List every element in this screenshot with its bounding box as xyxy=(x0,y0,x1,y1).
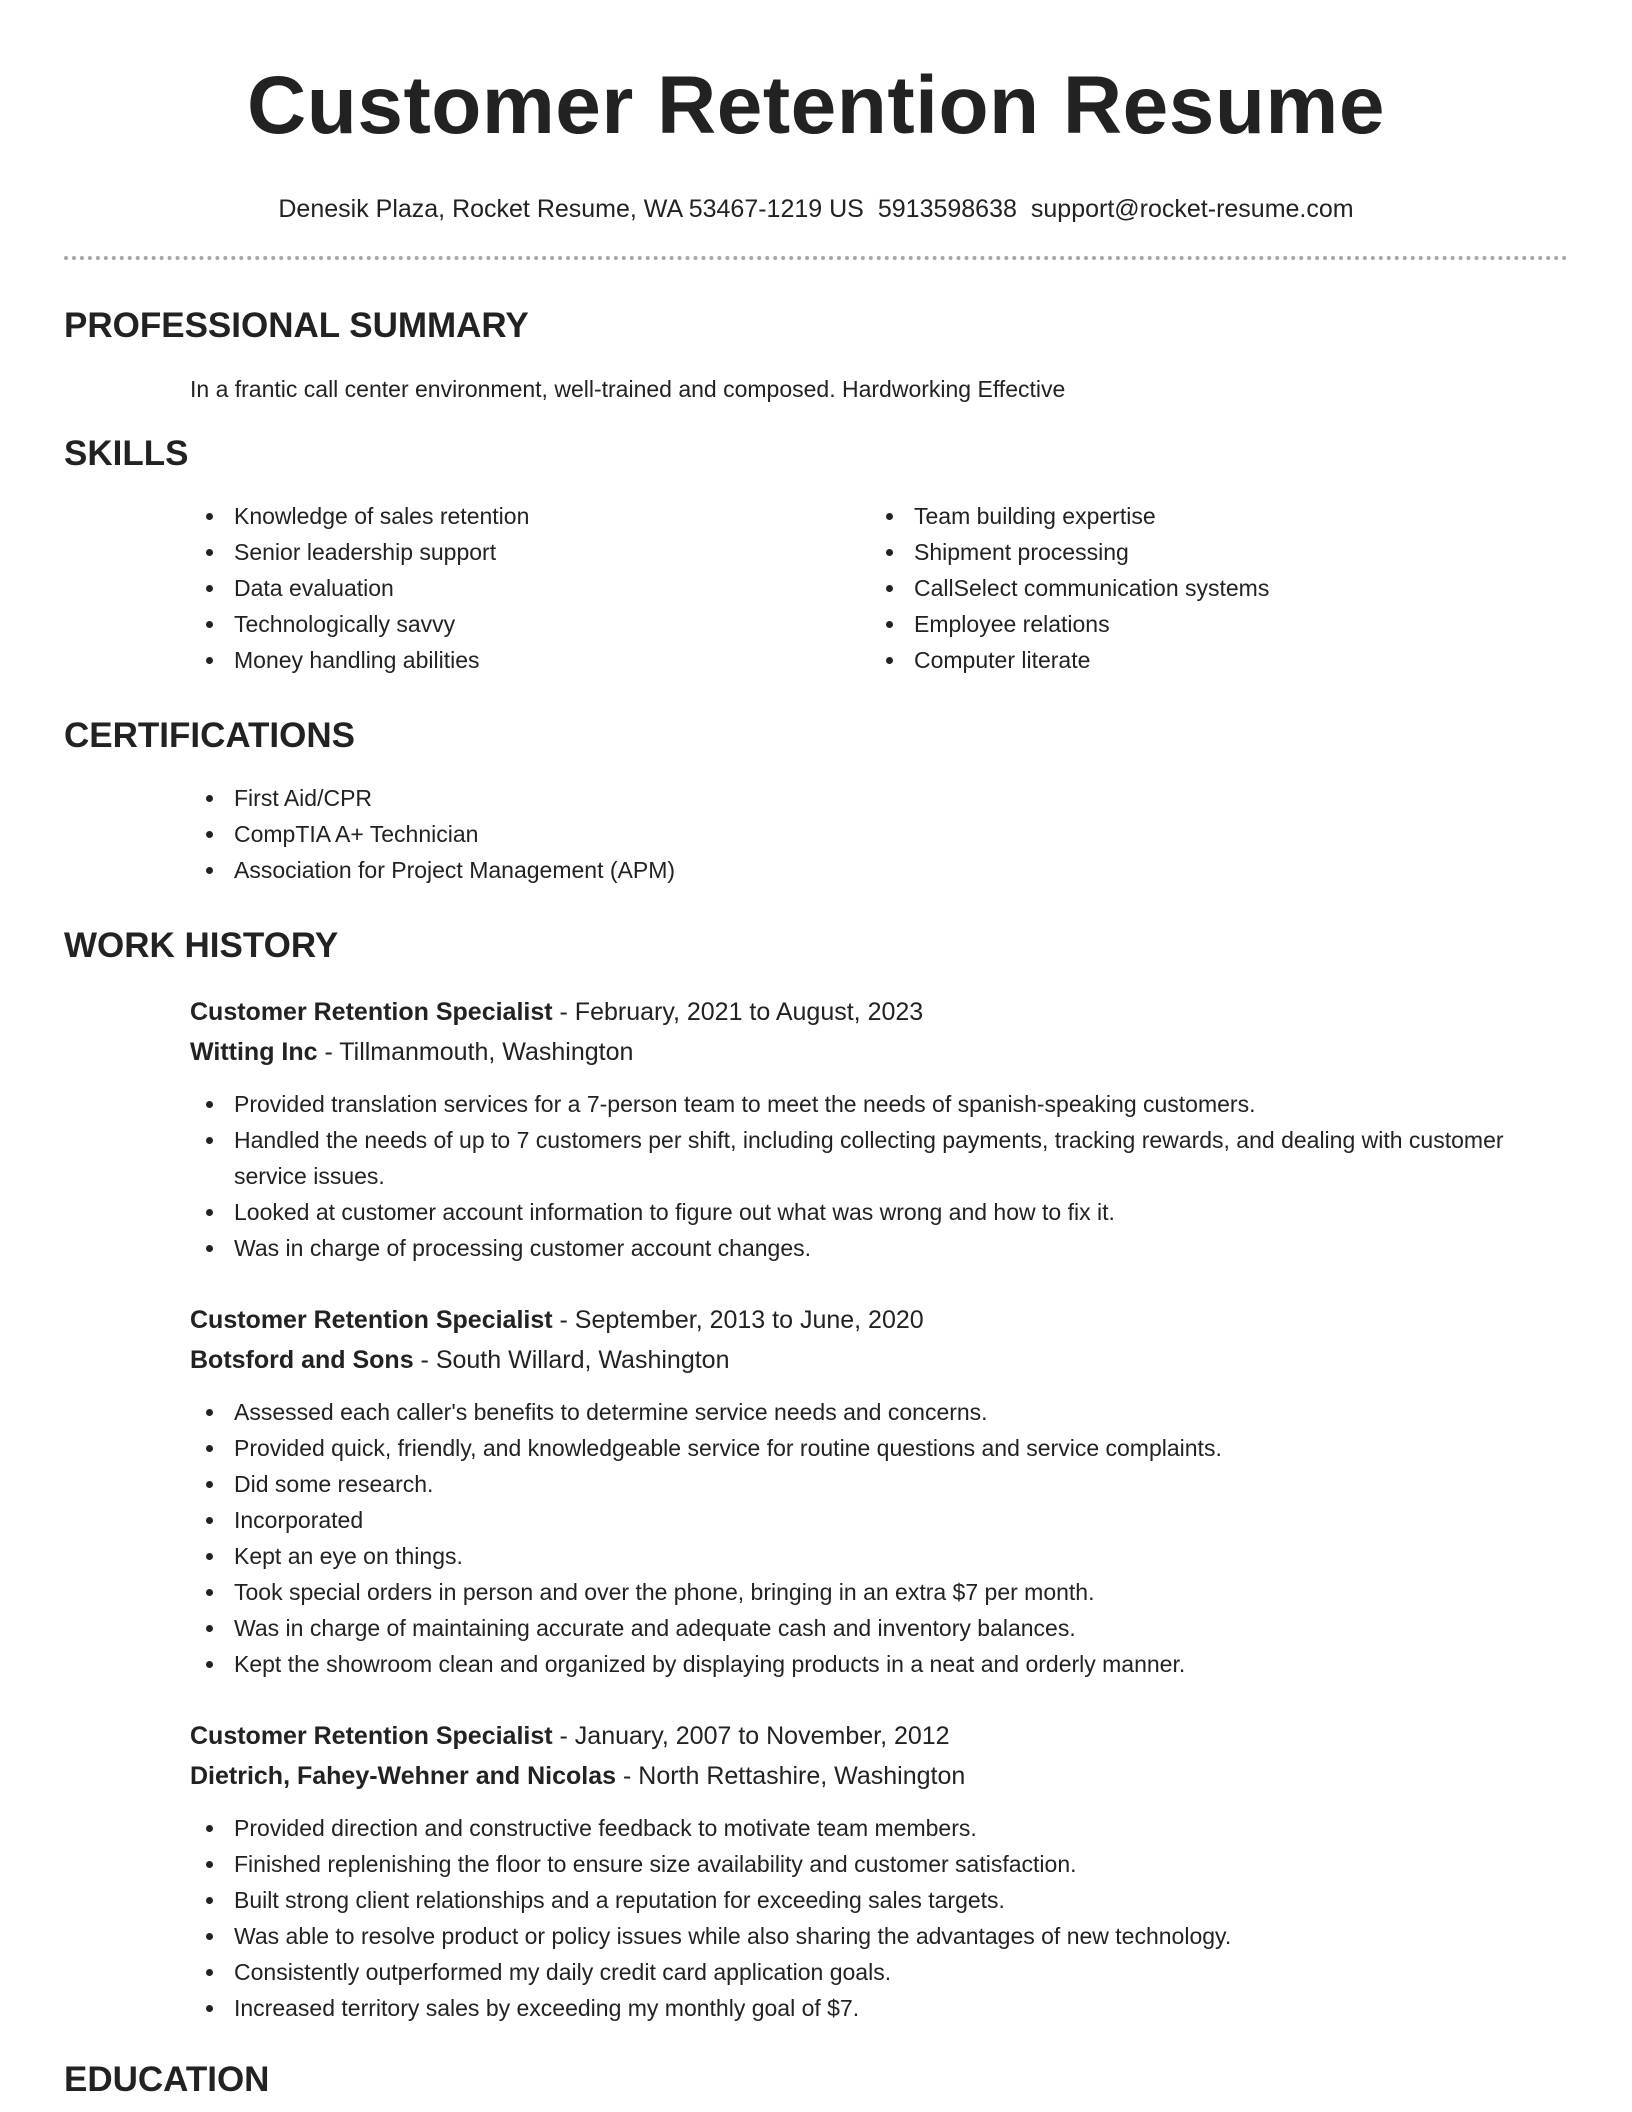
job-bullet: Finished replenishing the floor to ensure size availability and customer satisfaction. xyxy=(190,1846,1568,1882)
job-bullet: Kept the showroom clean and organized by displaying products in a neat and orderly manner. xyxy=(190,1646,1568,1682)
resume-page xyxy=(64,0,1568,2100)
job-entry xyxy=(190,992,1568,1266)
job-bullet: Took special orders in person and over the phone, bringing in an extra $7 per month. xyxy=(190,1574,1568,1610)
skill-item: Technologically savvy xyxy=(190,606,870,642)
job-entry xyxy=(190,1716,1568,2026)
skill-item: Team building expertise xyxy=(870,498,1550,534)
job-company: Dietrich, Fahey-Wehner and Nicolas xyxy=(190,1762,617,1790)
job-bullet: Assessed each caller's benefits to determine service needs and concerns. xyxy=(190,1394,1568,1430)
job-bullet: Provided quick, friendly, and knowledgeable service for routine questions and service complaints. xyxy=(190,1430,1568,1466)
certification-item: First Aid/CPR xyxy=(190,780,1568,816)
skill-item: Money handling abilities xyxy=(190,642,870,678)
skill-item: Senior leadership support xyxy=(190,534,870,570)
skills-column-right xyxy=(870,498,1550,678)
skill-item: Employee relations xyxy=(870,606,1550,642)
section-title-work-history: WORK HISTORY xyxy=(64,926,339,965)
job-bullet: Was able to resolve product or policy issues while also sharing the advantages of new technology. xyxy=(190,1918,1568,1954)
job-company: Witting Inc xyxy=(190,1038,318,1066)
job-bullet: Built strong client relationships and a reputation for exceeding sales targets. xyxy=(190,1882,1568,1918)
job-bullet: Kept an eye on things. xyxy=(190,1538,1568,1574)
job-bullets xyxy=(190,1810,1568,2026)
job-company-line xyxy=(190,1756,1568,1796)
job-bullet: Was in charge of processing customer account changes. xyxy=(190,1230,1568,1266)
job-bullets xyxy=(190,1394,1568,1682)
skills-column-left xyxy=(190,498,870,678)
job-bullets xyxy=(190,1086,1568,1266)
summary-text: In a frantic call center environment, well-trained and composed. Hardworking Effective xyxy=(190,376,1066,402)
job-role: Customer Retention Specialist xyxy=(190,998,553,1026)
skill-item: Data evaluation xyxy=(190,570,870,606)
contact-line xyxy=(64,194,1568,224)
skills-list xyxy=(190,498,1568,678)
section-title-skills: SKILLS xyxy=(64,434,189,473)
skill-item: Computer literate xyxy=(870,642,1550,678)
job-company-line xyxy=(190,1340,1568,1380)
section-title-certifications: CERTIFICATIONS xyxy=(64,716,356,755)
skill-item: CallSelect communication systems xyxy=(870,570,1550,606)
job-bullet: Looked at customer account information to figure out what was wrong and how to fix it. xyxy=(190,1194,1568,1230)
job-dates: - September, 2013 to June, 2020 xyxy=(552,1306,924,1334)
job-company: Botsford and Sons xyxy=(190,1346,414,1374)
job-bullet: Was in charge of maintaining accurate and adequate cash and inventory balances. xyxy=(190,1610,1568,1646)
job-dates: - January, 2007 to November, 2012 xyxy=(552,1722,950,1750)
job-entry xyxy=(190,1300,1568,1682)
job-bullet: Provided translation services for a 7-person team to meet the needs of spanish-speaking customers. xyxy=(190,1086,1568,1122)
skill-item: Knowledge of sales retention xyxy=(190,498,870,534)
job-company-line xyxy=(190,1032,1568,1072)
header-divider xyxy=(64,256,1568,260)
job-location: - North Rettashire, Washington xyxy=(616,1762,966,1790)
job-location: - South Willard, Washington xyxy=(413,1346,730,1374)
section-title-summary: PROFESSIONAL SUMMARY xyxy=(64,306,529,345)
job-bullet: Consistently outperformed my daily credit card application goals. xyxy=(190,1954,1568,1990)
job-bullet: Incorporated xyxy=(190,1502,1568,1538)
job-dates: - February, 2021 to August, 2023 xyxy=(552,998,924,1026)
job-role-line xyxy=(190,1300,1568,1340)
job-role-line xyxy=(190,1716,1568,1756)
skill-item: Shipment processing xyxy=(870,534,1550,570)
job-role: Customer Retention Specialist xyxy=(190,1722,553,1750)
section-title-education: EDUCATION xyxy=(64,2060,270,2099)
job-role: Customer Retention Specialist xyxy=(190,1306,553,1334)
certification-item: Association for Project Management (APM) xyxy=(190,852,1568,888)
contact-address: Denesik Plaza, Rocket Resume, WA 53467-1219 US xyxy=(278,195,864,223)
certifications-list xyxy=(190,780,1568,888)
job-bullet: Handled the needs of up to 7 customers per shift, including collecting payments, tracking rewards, and dealing with customer service issues. xyxy=(190,1122,1568,1194)
certification-item: CompTIA A+ Technician xyxy=(190,816,1568,852)
job-bullet: Increased territory sales by exceeding my monthly goal of $7. xyxy=(190,1990,1568,2026)
job-location: - Tillmanmouth, Washington xyxy=(317,1038,634,1066)
resume-title: Customer Retention Resume xyxy=(247,60,1385,151)
job-role-line xyxy=(190,992,1568,1032)
job-bullet: Provided direction and constructive feedback to motivate team members. xyxy=(190,1810,1568,1846)
contact-phone: 5913598638 xyxy=(877,195,1017,223)
contact-email: support@rocket-resume.com xyxy=(1030,195,1354,223)
job-bullet: Did some research. xyxy=(190,1466,1568,1502)
